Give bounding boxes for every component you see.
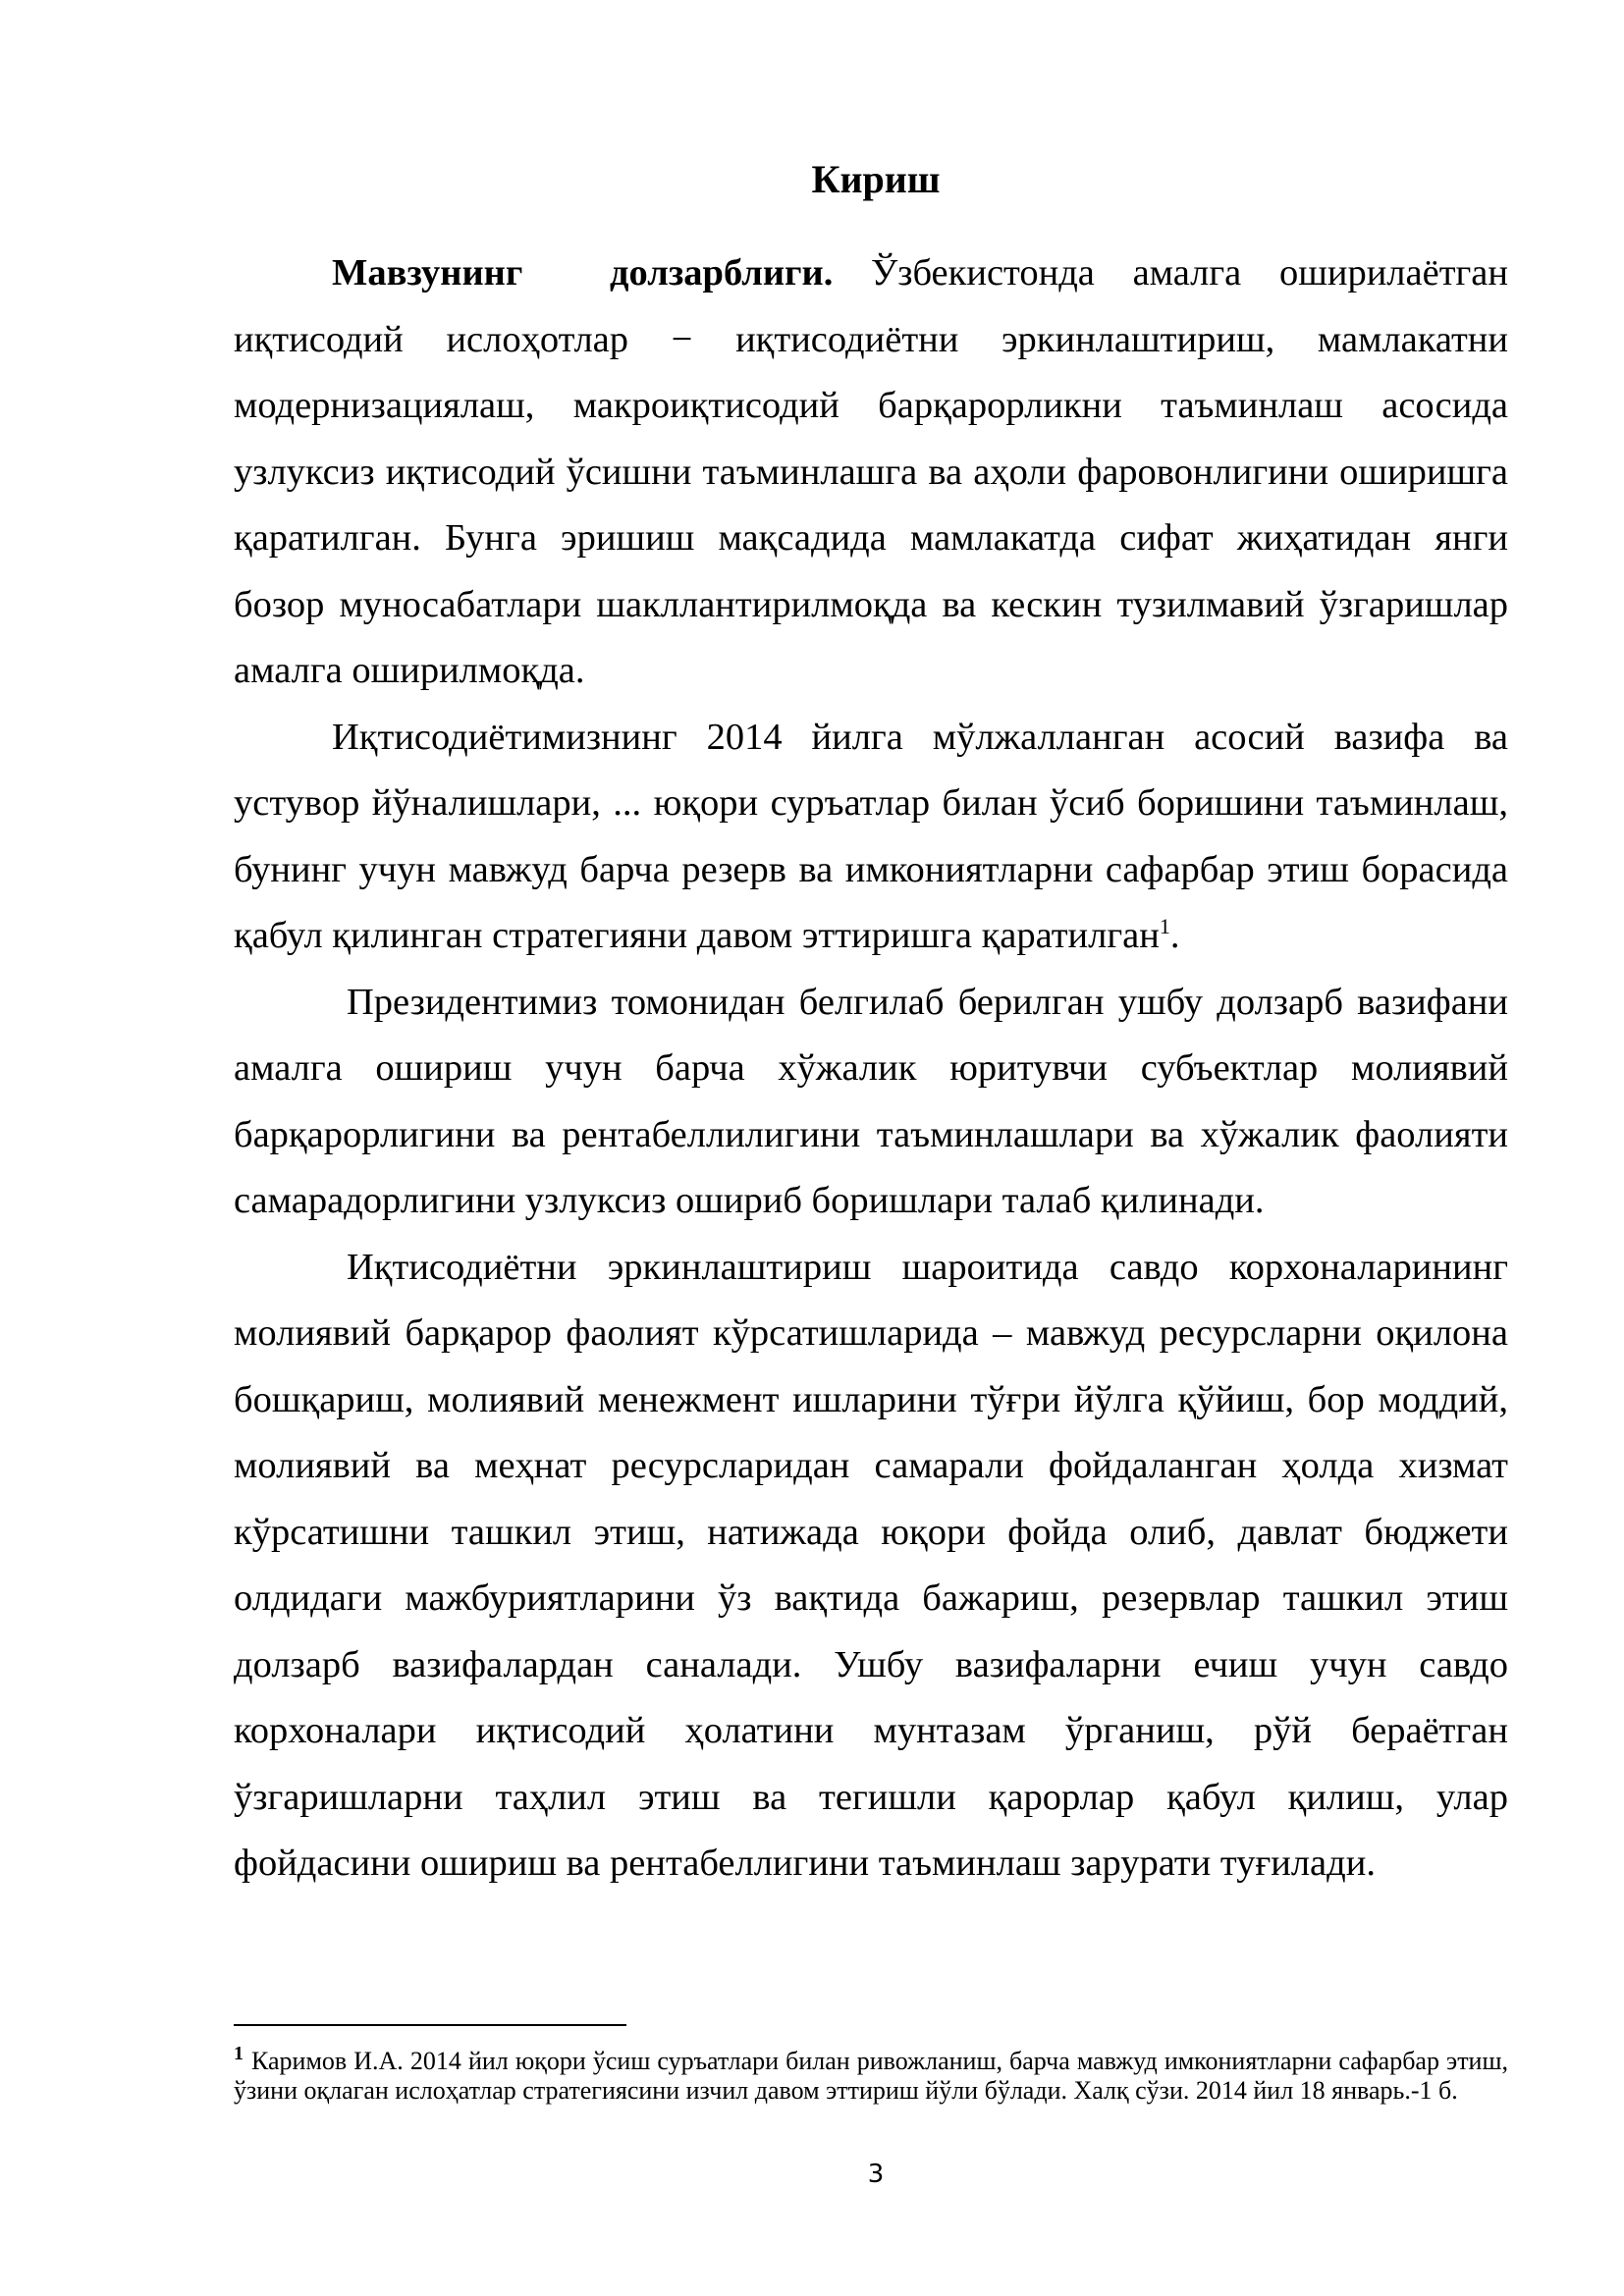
footnote-text: Каримов И.А. 2014 йил юқори ўсиш суръатлари билан ривожланиш, барча мавжуд имкониятларни сафарбар этиш, ўзини оқлаган ислоҳатлар стратегиясини изчил давом эттириш йўли бўлади. Халқ сўзи. 2014 йил 18 январь.-1 б. xyxy=(234,2047,1508,2105)
paragraph-text: Иқтисодиётни эркинлаштириш шароитида савдо корхоналарининг молиявий барқарор фаолият кўрсатишларида – мавжуд ресурсларни оқилона бошқариш, молиявий менежмент ишларини тўғри йўлга қўйиш, бор моддий, молиявий ва меҳнат ресурсларидан самарали фойдаланган ҳолда хизмат кўрсатишни ташкил этиш, натижада юқори фойда олиб, давлат бюджети олдидаги мажбуриятларини ўз вақтида бажариш, резервлар ташкил этиш долзарб вазифалардан саналади. Ушбу вазифаларни ечиш учун савдо корхоналари иқтисодий ҳолатини мунтазам ўрганиш, рўй бераётган ўзгаришларни таҳлил этиш ва тегишли қарорлар қабул қилиш, улар фойдасини ошириш ва рентабеллигини таъминлаш зарурати туғилади. xyxy=(234,1246,1508,1884)
paragraph-lead: Мавзунинг долзарблиги. xyxy=(332,252,834,294)
paragraph-text: Президентимиз томонидан белгилаб берилган ушбу долзарб вазифани амалга ошириш учун барча хўжалик юритувчи субъектлар молиявий барқарорлигини ва рентабеллилигини таъминлашлари ва хўжалик фаолияти самарадорлигини узлуксиз ошириб боришлари талаб қилинади. xyxy=(234,981,1508,1221)
paragraph-text: Иқтисодиётимизнинг 2014 йилга мўлжалланган асосий вазифа ва устувор йўналишлари, ... юқори суръатлар билан ўсиб боришини таъминлаш, бунинг учун мавжуд барча резерв ва имкониятларни сафарбар этиш борасида қабул қилинган стратегияни давом эттиришга қаратилган xyxy=(234,716,1508,956)
paragraph-president-task xyxy=(234,970,1508,1235)
footnote xyxy=(234,2043,1508,2106)
footnote-reference[interactable]: 1 xyxy=(1159,914,1170,939)
body-text xyxy=(234,240,1508,1897)
paragraph-end: . xyxy=(1169,915,1180,956)
paragraph-text: Ўзбекистонда амалга оширилаётган иқтисодий ислоҳотлар − иқтисодиётни эркинлаштириш, мамлакатни модернизациялаш, макроиқтисодий барқарорликни таъминлаш асосида узлуксиз иқтисодий ўсишни таъминлашга ва аҳоли фаровонлигини оширишга қаратилган. Бунга эришиш мақсадида мамлакатда сифат жиҳатидан янги бозор муносабатлари шакллантирилмоқда ва кескин тузилмавий ўзгаришлар амалга оширилмоқда. xyxy=(234,252,1509,691)
page-title: Кириш xyxy=(811,157,941,201)
footnote-mark: 1 xyxy=(234,2043,244,2065)
paragraph-economy-2014 xyxy=(234,705,1508,970)
paragraph-relevance xyxy=(234,240,1508,705)
paragraph-trade-enterprises xyxy=(234,1235,1508,1897)
footnote-separator xyxy=(234,2024,626,2026)
page-number: 3 xyxy=(867,2160,885,2189)
